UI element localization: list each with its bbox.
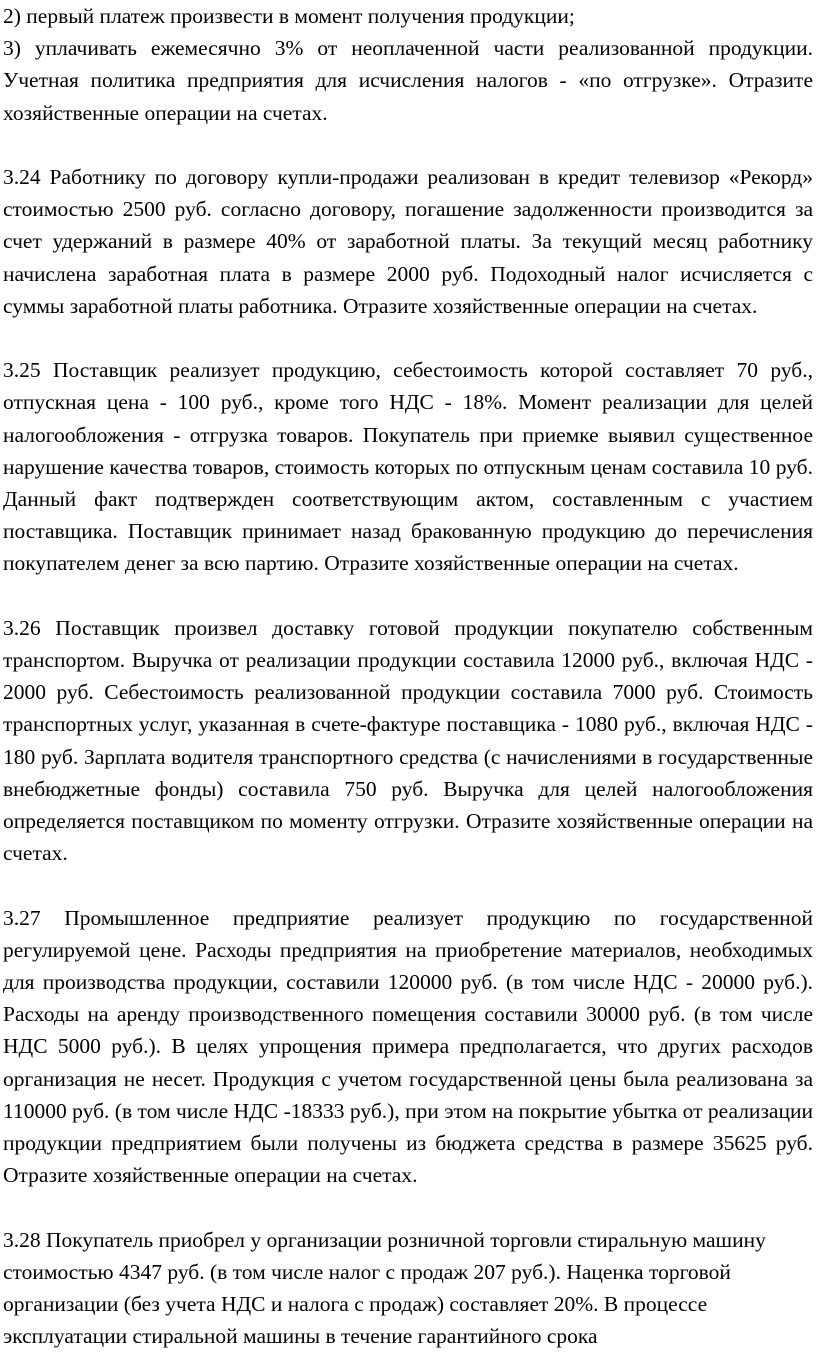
- paragraph-task-3-25: 3.25 Поставщик реализует продукцию, себестоимость которой составляет 70 руб., отпускная цена - 100 руб., кроме того НДС - 18%. Момент реализации для целей налогообложения - отгрузка товаров. Покупатель при приемке выявил существенное нарушение качества товаров, стоимость которых по отпускным ценам составила 10 руб. Данный факт подтвержден соответствующим актом, составленным с участием поставщика. Поставщик принимает назад бракованную продукцию до перечисления покупателем денег за всю партию. Отразите хозяйственные операции на счетах.: [3, 358, 813, 576]
- document-page: [3, 0, 813, 1352]
- paragraph-task-3-28: 3.28 Покупатель приобрел у организации розничной торговли стиральную машину стоимостью 4347 руб. (в том числе налог с продаж 207 руб.). Наценка торговой организации (без учета НДС и налога с продаж) составляет 20%. В процессе эксплуатации стиральной машины в течение гарантийного срока: [3, 1227, 766, 1349]
- paragraph-gap: [3, 580, 813, 612]
- paragraph-gap: [3, 869, 813, 901]
- paragraph-item-2: 2) первый платеж произвести в момент получения продукции;: [3, 4, 575, 28]
- paragraph-item-3: 3) уплачивать ежемесячно 3% от неоплаченной части реализованной продукции. Учетная политика предприятия для исчисления налогов - «по отгрузке». Отразите хозяйственные операции на счетах.: [3, 36, 813, 125]
- paragraph-gap: [3, 129, 813, 161]
- paragraph-gap: [3, 1191, 813, 1223]
- paragraph-task-3-26: 3.26 Поставщик произвел доставку готовой продукции покупателю собственным транспортом. Выручка от реализации продукции составила 12000 руб., включая НДС - 2000 руб. Себестоимость реализованной продукции составила 7000 руб. Стоимость транспортных услуг, указанная в счете-фактуре поставщика - 1080 руб., включая НДС - 180 руб. Зарплата водителя транспортного средства (с начислениями в государственные внебюджетные фонды) составила 750 руб. Выручка для целей налогообложения определяется поставщиком по моменту отгрузки. Отразите хозяйственные операции на счетах.: [3, 615, 813, 866]
- paragraph-gap: [3, 322, 813, 354]
- paragraph-task-3-27: 3.27 Промышленное предприятие реализует продукцию по государственной регулируемой цене. Расходы предприятия на приобретение материалов, необходимых для производства продукции, составили 120000 руб. (в том числе НДС - 20000 руб.). Расходы на аренду производственного помещения составили 30000 руб. (в том числе НДС 5000 руб.). В целях упрощения примера предполагается, что других расходов организация не несет. Продукция с учетом государственной цены была реализована за 110000 руб. (в том числе НДС -18333 руб.), при этом на покрытие убытка от реализации продукции предприятием были получены из бюджета средства в размере 35625 руб. Отразите хозяйственные операции на счетах.: [3, 905, 813, 1188]
- paragraph-task-3-24: 3.24 Работнику по договору купли-продажи реализован в кредит телевизор «Рекорд» стоимостью 2500 руб. согласно договору, погашение задолженности производится за счет удержаний в размере 40% от заработной платы. За текущий месяц работнику начислена заработная плата в размере 2000 руб. Подоходный налог исчисляется с суммы заработной платы работника. Отразите хозяйственные операции на счетах.: [3, 165, 813, 318]
